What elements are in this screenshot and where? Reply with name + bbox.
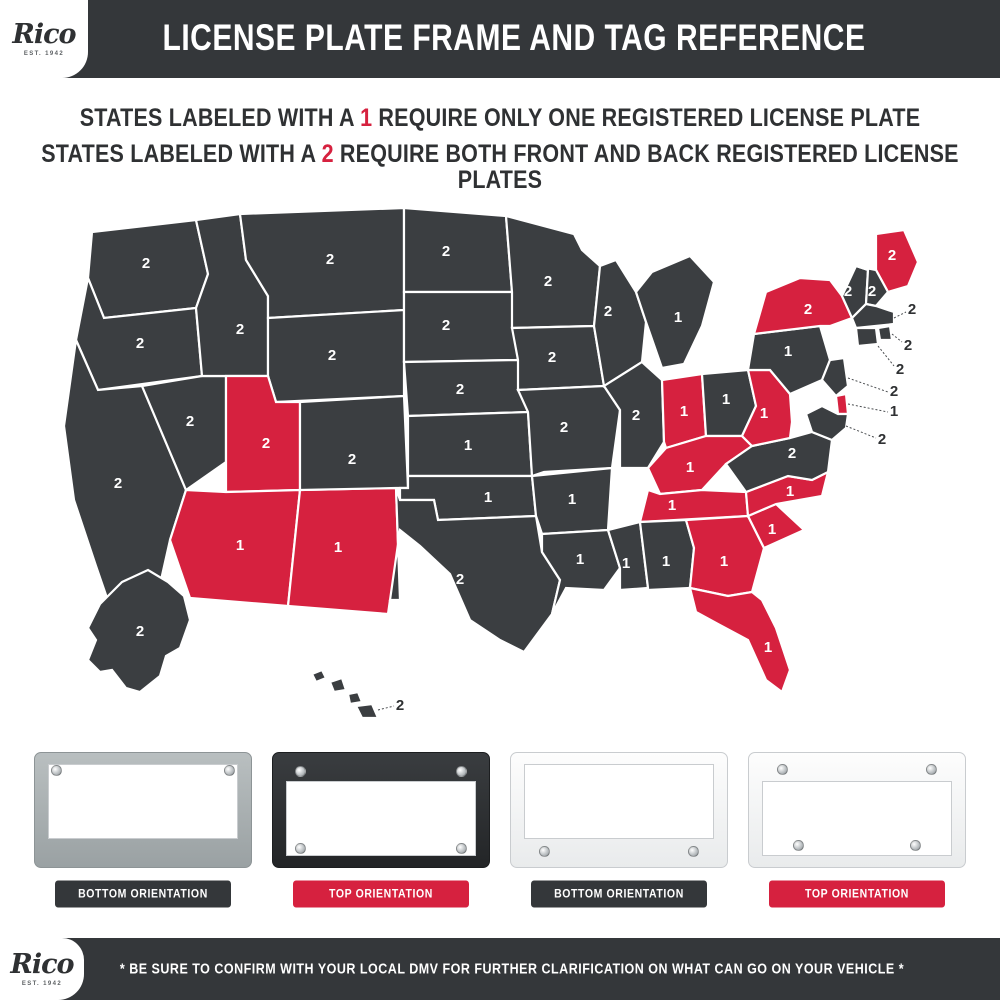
frame-label-3: BOTTOM ORIENTATION <box>531 881 707 908</box>
label-new-hampshire: 2 <box>867 282 877 300</box>
state-north-dakota[interactable] <box>404 208 512 292</box>
footer-note: * BE SURE TO CONFIRM WITH YOUR LOCAL DMV FOR FURTHER CLARIFICATION ON WHAT CAN GO ON YOUR VEHICLE * <box>119 960 905 978</box>
label-oklahoma: 1 <box>483 488 493 506</box>
frame-label-2: TOP ORIENTATION <box>293 881 469 908</box>
label-georgia: 1 <box>719 552 729 570</box>
state-new-mexico[interactable] <box>288 488 400 614</box>
state-hawaii-3[interactable] <box>348 692 362 704</box>
label-south-dakota: 2 <box>441 316 451 334</box>
plate-window <box>48 764 238 839</box>
label-mississippi: 1 <box>621 554 631 572</box>
label-delaware: 1 <box>889 402 899 420</box>
footer-brand-logo-subtext: EST. 1942 <box>21 981 63 987</box>
license-plate-frame-white-bottom[interactable] <box>510 752 728 868</box>
label-missouri: 2 <box>559 418 569 436</box>
frame-sample-4 <box>748 752 966 922</box>
state-iowa[interactable] <box>512 326 604 390</box>
state-connecticut[interactable] <box>856 328 878 346</box>
screw-icon <box>539 846 550 857</box>
label-ohio: 1 <box>721 390 731 408</box>
label-new-mexico: 1 <box>333 538 343 556</box>
label-nevada: 2 <box>185 412 195 430</box>
label-iowa: 2 <box>547 348 557 366</box>
leader-line-rhode-island <box>892 334 902 342</box>
leader-line-massachusetts <box>894 312 906 318</box>
legend-line-two <box>0 139 1000 193</box>
screw-icon <box>777 764 788 775</box>
label-south-carolina: 1 <box>767 520 777 538</box>
leader-line-connecticut <box>878 346 894 366</box>
legend <box>0 103 1000 205</box>
screw-icon <box>456 843 467 854</box>
page-header <box>0 0 1000 78</box>
legend-number-one: 1 <box>360 103 373 133</box>
label-maine: 2 <box>887 246 897 264</box>
screw-icon <box>926 764 937 775</box>
label-west-virginia: 1 <box>759 404 769 422</box>
label-wyoming: 2 <box>327 346 337 364</box>
license-plate-frame-gray-bottom[interactable] <box>34 752 252 868</box>
footer-brand-logo <box>0 938 84 1000</box>
state-hawaii-2[interactable] <box>330 678 346 692</box>
label-arkansas: 1 <box>567 490 577 508</box>
page-title: LICENSE PLATE FRAME AND TAG REFERENCE <box>162 18 866 59</box>
plate-window <box>762 781 952 856</box>
label-vermont: 2 <box>843 282 853 300</box>
leader-line-hawaii <box>378 706 394 710</box>
frame-label-4: TOP ORIENTATION <box>769 881 945 908</box>
label-new-jersey: 2 <box>889 382 899 400</box>
state-nebraska[interactable] <box>404 360 528 416</box>
label-wisconsin: 2 <box>603 302 613 320</box>
label-montana: 2 <box>325 250 335 268</box>
legend-line-one-suffix: REQUIRE ONLY ONE REGISTERED LICENSE PLATE <box>372 103 921 133</box>
page-footer <box>0 938 1000 1000</box>
label-maryland: 2 <box>877 430 887 448</box>
label-florida: 1 <box>763 638 773 656</box>
legend-line-two-suffix: REQUIRE BOTH FRONT AND BACK REGISTERED LICENSE PLATES <box>333 139 959 193</box>
label-new-york: 2 <box>803 300 813 318</box>
state-hawaii-1[interactable] <box>312 670 326 682</box>
label-colorado: 2 <box>347 450 357 468</box>
brand-logo-subtext: EST. 1942 <box>23 51 65 57</box>
label-michigan: 1 <box>673 308 683 326</box>
plate-window <box>286 781 476 856</box>
brand-logo-text: Rico <box>12 19 76 50</box>
label-rhode-island: 2 <box>903 336 913 354</box>
label-texas: 2 <box>455 570 465 588</box>
label-indiana: 1 <box>679 402 689 420</box>
frame-samples <box>34 752 966 922</box>
label-alabama: 1 <box>661 552 671 570</box>
frame-label-1: BOTTOM ORIENTATION <box>55 881 231 908</box>
label-illinois: 2 <box>631 406 641 424</box>
label-arizona: 1 <box>235 536 245 554</box>
state-colorado[interactable] <box>300 396 408 490</box>
state-south-dakota[interactable] <box>404 292 518 362</box>
label-kentucky: 1 <box>685 458 695 476</box>
label-connecticut: 2 <box>895 360 905 378</box>
label-nebraska: 2 <box>455 380 465 398</box>
label-north-carolina: 1 <box>785 482 795 500</box>
screw-icon <box>910 840 921 851</box>
legend-line-two-prefix: STATES LABELED WITH A <box>41 139 322 168</box>
brand-logo <box>0 0 88 78</box>
label-idaho: 2 <box>235 320 245 338</box>
plate-window <box>524 764 714 839</box>
usa-map <box>0 200 1000 740</box>
license-plate-frame-white-top[interactable] <box>748 752 966 868</box>
frame-sample-2 <box>272 752 490 922</box>
label-alaska: 2 <box>135 622 145 640</box>
state-florida[interactable] <box>690 588 790 692</box>
leader-line-delaware <box>848 404 888 412</box>
label-california: 2 <box>113 474 123 492</box>
screw-icon <box>295 843 306 854</box>
state-missouri[interactable] <box>518 386 620 476</box>
state-delaware[interactable] <box>836 394 848 414</box>
screw-icon <box>688 846 699 857</box>
license-plate-frame-black-top[interactable] <box>272 752 490 868</box>
label-tennessee: 1 <box>667 496 677 514</box>
state-rhode-island[interactable] <box>878 326 892 340</box>
footer-brand-logo-text: Rico <box>10 949 74 980</box>
state-hawaii-4[interactable] <box>356 704 378 718</box>
screw-icon <box>793 840 804 851</box>
leader-line-maryland <box>846 426 876 438</box>
label-washington: 2 <box>141 254 151 272</box>
label-louisiana: 1 <box>575 550 585 568</box>
label-north-dakota: 2 <box>441 242 451 260</box>
label-minnesota: 2 <box>543 272 553 290</box>
screw-icon <box>51 765 62 776</box>
screw-icon <box>224 765 235 776</box>
label-hawaii: 2 <box>395 696 405 714</box>
label-virginia: 2 <box>787 444 797 462</box>
label-kansas: 1 <box>463 436 473 454</box>
frame-sample-3 <box>510 752 728 922</box>
state-minnesota[interactable] <box>506 216 600 328</box>
legend-line-one-prefix: STATES LABELED WITH A <box>79 103 361 133</box>
label-massachusetts: 2 <box>907 300 917 318</box>
label-utah: 2 <box>261 434 271 452</box>
label-pennsylvania: 1 <box>783 342 793 360</box>
legend-number-two: 2 <box>321 139 334 168</box>
legend-line-one <box>0 103 1000 133</box>
screw-icon <box>295 766 306 777</box>
leader-line-new-jersey <box>848 378 888 392</box>
screw-icon <box>456 766 467 777</box>
frame-sample-1 <box>34 752 252 922</box>
label-oregon: 2 <box>135 334 145 352</box>
